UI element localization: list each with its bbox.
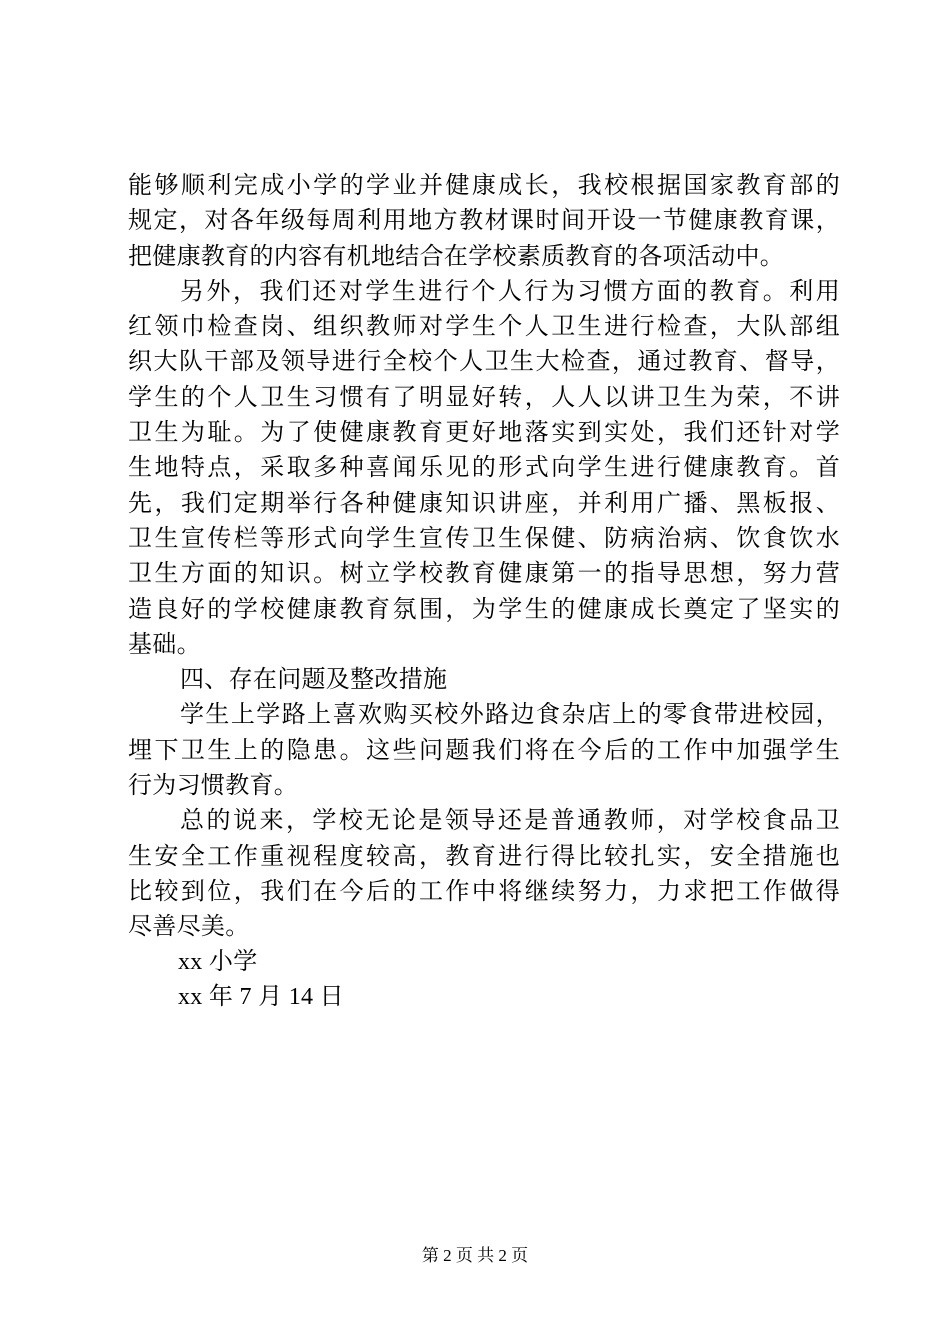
body-line: 基础。 — [128, 629, 201, 658]
body-line: 能够顺利完成小学的学业并健康成长，我校根据国家教育部的 — [128, 171, 840, 199]
body-line: 学生的个人卫生习惯有了明显好转，人人以讲卫生为荣，不讲 — [128, 382, 840, 411]
body-line: 尽善尽美。 — [128, 912, 250, 941]
body-line: 比较到位，我们在今后的工作中将继续努力，力求把工作做得 — [128, 876, 840, 905]
body-line: 织大队干部及领导进行全校个人卫生大检查，通过教育、督导， — [128, 347, 840, 376]
page-number-footer: 第 2 页 共 2 页 — [421, 1246, 529, 1265]
paragraph-start-line: 总的说来，学校无论是领导还是普通教师，对学校食品卫 — [180, 806, 840, 835]
paragraph-start-line: 另外，我们还对学生进行个人行为习惯方面的教育。利用 — [180, 276, 840, 305]
paragraph-start-line: 学生上学路上喜欢购买校外路边食杂店上的零食带进校园， — [180, 700, 840, 729]
body-line: 生安全工作重视程度较高，教育进行得比较扎实，安全措施也 — [128, 841, 840, 870]
section-heading: 四、存在问题及整改措施 — [180, 665, 448, 694]
body-line: 卫生宣传栏等形式向学生宣传卫生保健、防病治病、饮食饮水 — [128, 523, 840, 552]
signature-date: xx 年 7 月 14 日 — [178, 983, 344, 1010]
body-line: 卫生为耻。为了使健康教育更好地落实到实处，我们还针对学 — [128, 418, 840, 447]
signature-school: xx 小学 — [178, 948, 258, 975]
body-line: 卫生方面的知识。树立学校教育健康第一的指导思想，努力营 — [128, 559, 840, 588]
body-line: 红领巾检查岗、组织教师对学生个人卫生进行检查，大队部组 — [128, 312, 840, 341]
body-line: 埋下卫生上的隐患。这些问题我们将在今后的工作中加强学生 — [128, 735, 840, 764]
body-line: 把健康教育的内容有机地结合在学校素质教育的各项活动中。 — [128, 241, 785, 270]
body-line: 造良好的学校健康教育氛围，为学生的健康成长奠定了坚实的 — [128, 594, 840, 623]
body-line: 生地特点，采取多种喜闻乐见的形式向学生进行健康教育。首 — [128, 453, 840, 482]
body-line: 规定，对各年级每周利用地方教材课时间开设一节健康教育课， — [128, 206, 840, 235]
document-body — [128, 168, 840, 1015]
body-line: 行为习惯教育。 — [128, 771, 299, 800]
body-line: 先，我们定期举行各种健康知识讲座，并利用广播、黑板报、 — [128, 488, 840, 517]
